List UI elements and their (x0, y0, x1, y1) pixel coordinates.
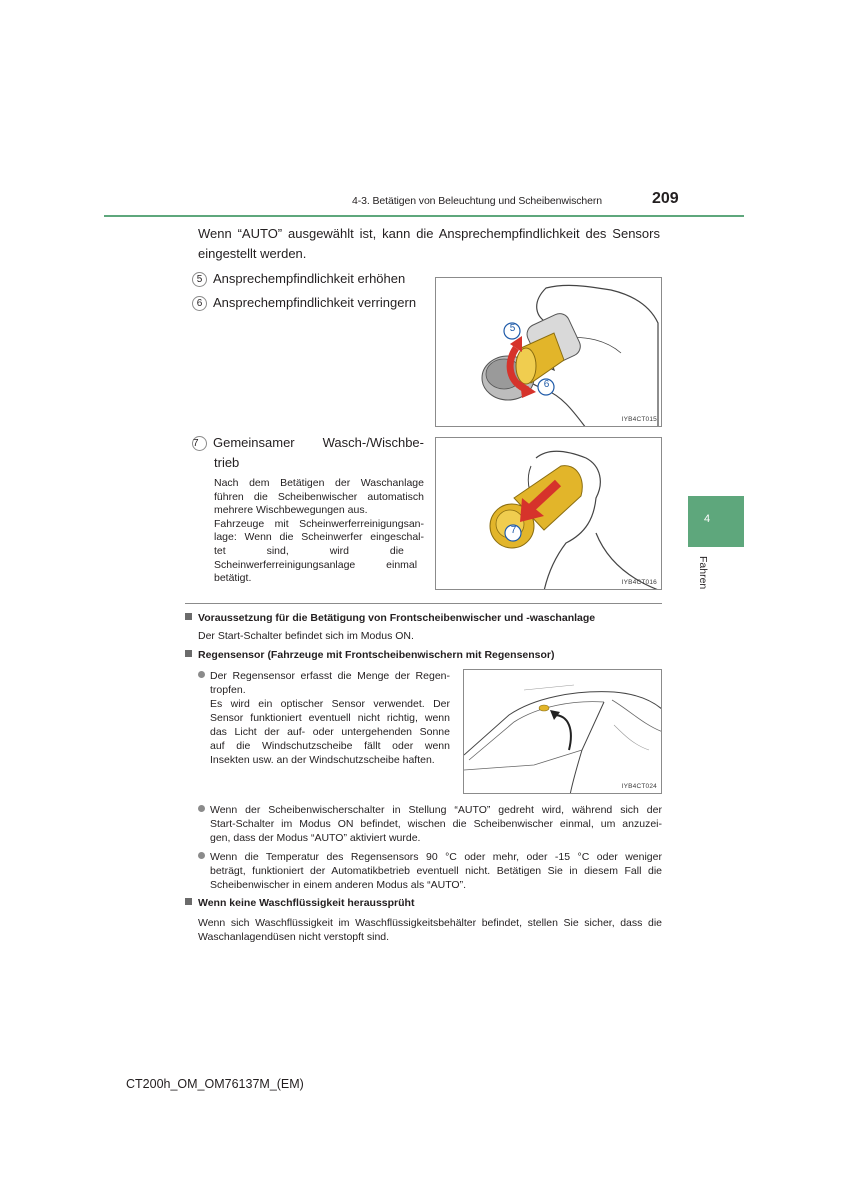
item-7 (192, 433, 424, 453)
item-5 (192, 269, 405, 289)
square-bullet-icon (185, 613, 192, 620)
figure-callout-6: 6 (543, 379, 550, 390)
round-bullet-icon (198, 805, 205, 812)
section-body-prerequisite: Der Start-Schalter befindet sich im Modus ON. (198, 630, 414, 642)
chapter-label: Fahren (697, 556, 709, 590)
item-7-desc-line-4: Fahrzeuge mit Scheinwerferreinigungsan- (214, 517, 424, 530)
figure-code: IYB4CT015 (621, 416, 657, 423)
hand-pulling-stalk-illustration (436, 438, 662, 590)
page-number: 209 (652, 190, 679, 207)
callout-number-5: 5 (192, 272, 207, 287)
round-bullet-icon (198, 852, 205, 859)
section-heading-rain-sensor: Regensensor (Fahrzeuge mit Frontscheibenwischern mit Regensensor) (185, 648, 555, 662)
item-7-label-line-1: Gemeinsamer Wasch-/Wischbe- (213, 435, 424, 450)
item-7-label-line-2: trieb (214, 455, 240, 470)
intro-line-2: eingestellt werden. (198, 246, 307, 261)
square-bullet-icon (185, 650, 192, 657)
hand-turning-knob-illustration (436, 278, 662, 427)
figure-callout-7: 7 (510, 525, 517, 536)
callout-number-7: 7 (192, 436, 207, 451)
running-header: 4-3. Betätigen von Beleuchtung und Scheibenwischern (352, 195, 602, 207)
item-6 (192, 293, 416, 313)
windshield-rain-sensor-illustration (464, 670, 662, 794)
header-rule (104, 215, 744, 217)
item-7-desc-line-3: mehrere Wischbewegungen aus. (214, 504, 368, 517)
section-divider (185, 603, 662, 604)
item-7-desc-line-2: führen die Scheibenwischer automatisch (214, 490, 424, 503)
square-bullet-icon (185, 898, 192, 905)
round-bullet-icon (198, 671, 205, 678)
rain-sensor-bullet-2: Wenn der Scheibenwischerschalter in Stellung “AUTO” gedreht wird, während sich der Start-Schalter im Modus ON befindet, wischen die Scheibenwischer einmal, um anzuzei- gen, dass der Modus “AUTO” aktiviert wurde. (198, 803, 662, 845)
item-7-desc-line-1: Nach dem Betätigen der Waschanlage (214, 477, 424, 489)
chapter-tab: 4 (688, 496, 744, 547)
item-7-desc-line-5: lage: Wenn die Scheinwerfer eingeschal- (214, 531, 424, 544)
item-5-label: Ansprechempfindlichkeit erhöhen (213, 271, 406, 286)
section-heading-no-washer-fluid: Wenn keine Waschflüssigkeit heraussprüht (185, 896, 414, 910)
section-heading-prerequisite: Voraussetzung für die Betätigung von Frontscheibenwischer und -waschanlage (185, 611, 595, 625)
figure-rain-sensor-windshield (463, 669, 662, 794)
item-7-description (214, 477, 424, 586)
document-code-footer: CT200h_OM_OM76137M_(EM) (126, 1077, 304, 1091)
item-7-desc-line-6: tet sind, wird die (214, 544, 404, 557)
item-6-label: Ansprechempfindlichkeit verringern (213, 295, 417, 310)
rain-sensor-bullet-1: Der Regensensor erfasst die Menge der Regen- tropfen. Es wird ein optischer Sensor verwendet. Der Sensor funktioniert eventuell nicht richtig, wenn das Licht der auf- oder untergehenden Sonne auf die Windschutzscheibe fällt oder wenn Insekten usw. an der Windschutzscheibe haften. (198, 669, 450, 767)
intro-line-1: Wenn “AUTO” ausgewählt ist, kann die Ansprechempfindlichkeit des Sensors (198, 226, 660, 241)
figure-washer-knob (435, 437, 662, 590)
item-7-desc-line-7: Scheinwerferreinigungsanlage einmal (214, 558, 418, 571)
figure-code: IYB4CT024 (621, 783, 657, 790)
figure-code: IYB4CT016 (621, 579, 657, 586)
figure-sensitivity-knob (435, 277, 662, 427)
section-body-no-washer-fluid: Wenn sich Waschflüssigkeit im Waschflüssigkeitsbehälter befindet, stellen Sie sicher, dass die Waschanlagendüsen nicht verstopft sind. (198, 917, 662, 943)
rain-sensor-bullet-3: Wenn die Temperatur des Regensensors 90 °C oder mehr, oder -15 °C oder weniger beträgt, funktioniert der Automatikbetrieb eventuell nicht. Betätigen Sie in diesem Fall die Scheibenwischer in einem anderen Modus als “AUTO”. (198, 850, 662, 892)
callout-number-6: 6 (192, 296, 207, 311)
item-7-desc-line-8: betätigt. (214, 572, 252, 585)
figure-callout-5: 5 (509, 323, 516, 334)
